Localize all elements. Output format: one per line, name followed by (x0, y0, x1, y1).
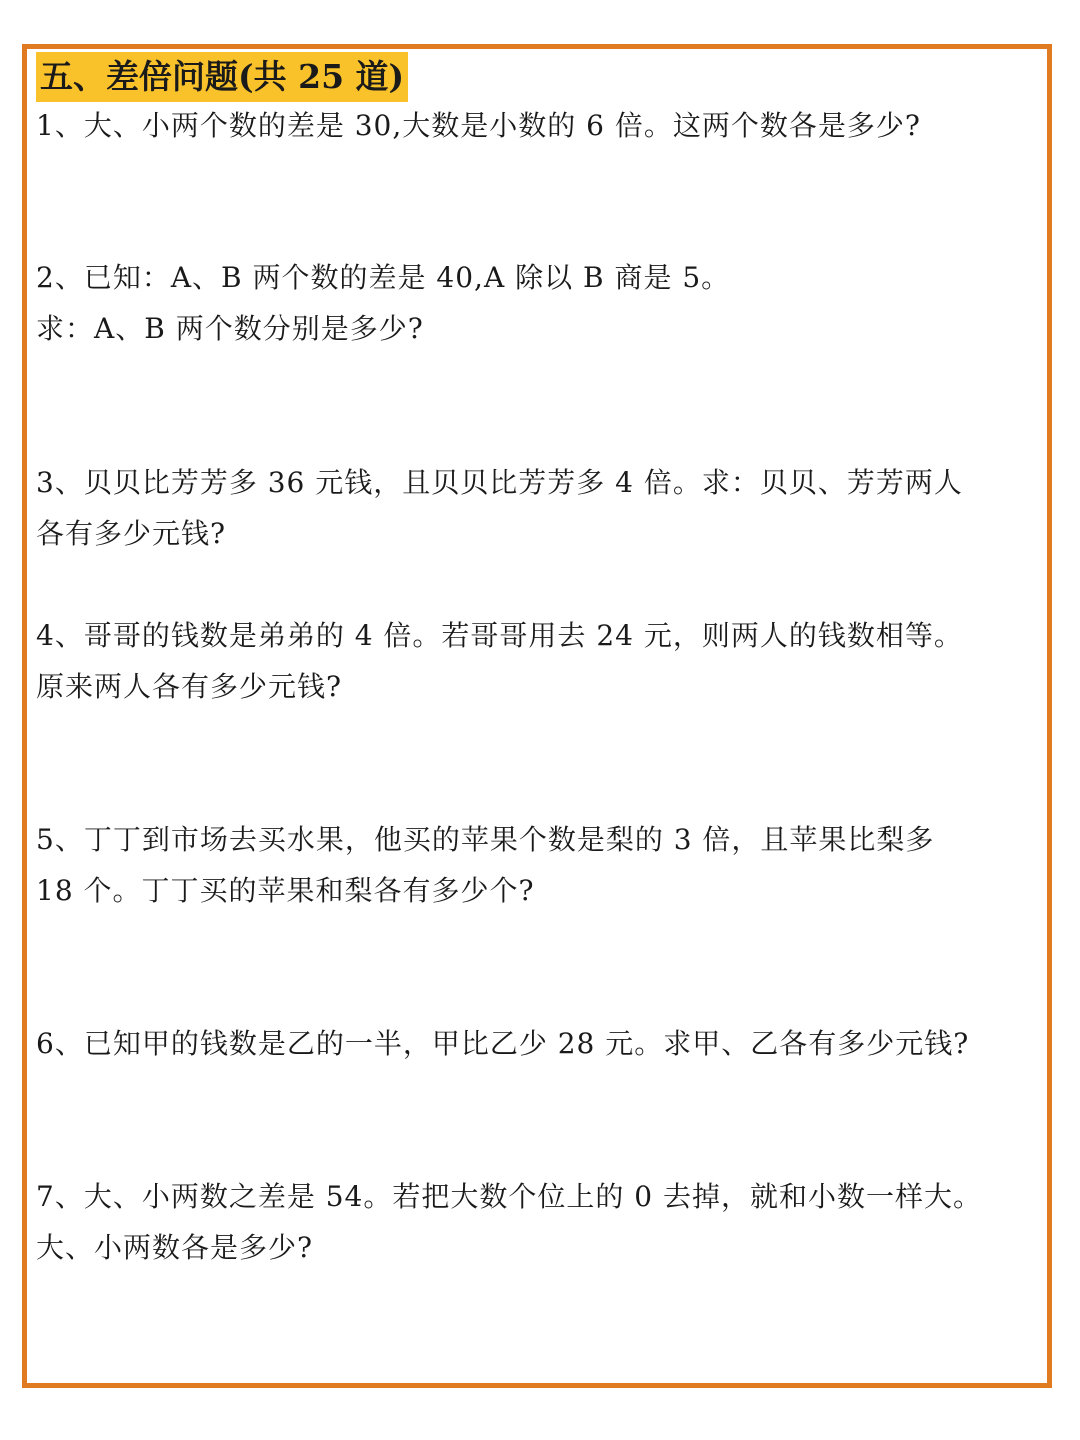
section-title: 五、差倍问题(共 25 道) (36, 52, 408, 102)
question-4 (36, 610, 963, 712)
question-2 (36, 252, 730, 354)
question-5-line-2: 18 个。丁丁买的苹果和梨各有多少个? (36, 874, 535, 907)
question-5-line-1: 5、丁丁到市场去买水果，他买的苹果个数是梨的 3 倍，且苹果比梨多 (36, 823, 935, 856)
question-3 (36, 457, 963, 559)
question-2-line-1: 2、已知：A、B 两个数的差是 40,A 除以 B 商是 5。 (36, 261, 731, 294)
question-4-line-2: 原来两人各有多少元钱? (36, 670, 343, 703)
question-1-line-1: 1、大、小两个数的差是 30,大数是小数的 6 倍。这两个数各是多少? (36, 109, 921, 142)
question-4-line-1: 4、哥哥的钱数是弟弟的 4 倍。若哥哥用去 24 元，则两人的钱数相等。 (36, 619, 963, 652)
question-7-line-1: 7、大、小两数之差是 54。若把大数个位上的 0 去掉，就和小数一样大。 (36, 1180, 982, 1213)
question-2-line-2: 求：A、B 两个数分别是多少? (36, 312, 424, 345)
question-5 (36, 814, 934, 916)
question-1 (36, 100, 921, 151)
question-3-line-1: 3、贝贝比芳芳多 36 元钱，且贝贝比芳芳多 4 倍。求：贝贝、芳芳两人 (36, 466, 963, 499)
question-6 (36, 1018, 969, 1069)
question-6-line-1: 6、已知甲的钱数是乙的一半，甲比乙少 28 元。求甲、乙各有多少元钱? (36, 1027, 970, 1060)
question-7 (36, 1171, 982, 1273)
question-3-line-2: 各有多少元钱? (36, 517, 227, 550)
question-7-line-2: 大、小两数各是多少? (36, 1231, 314, 1264)
